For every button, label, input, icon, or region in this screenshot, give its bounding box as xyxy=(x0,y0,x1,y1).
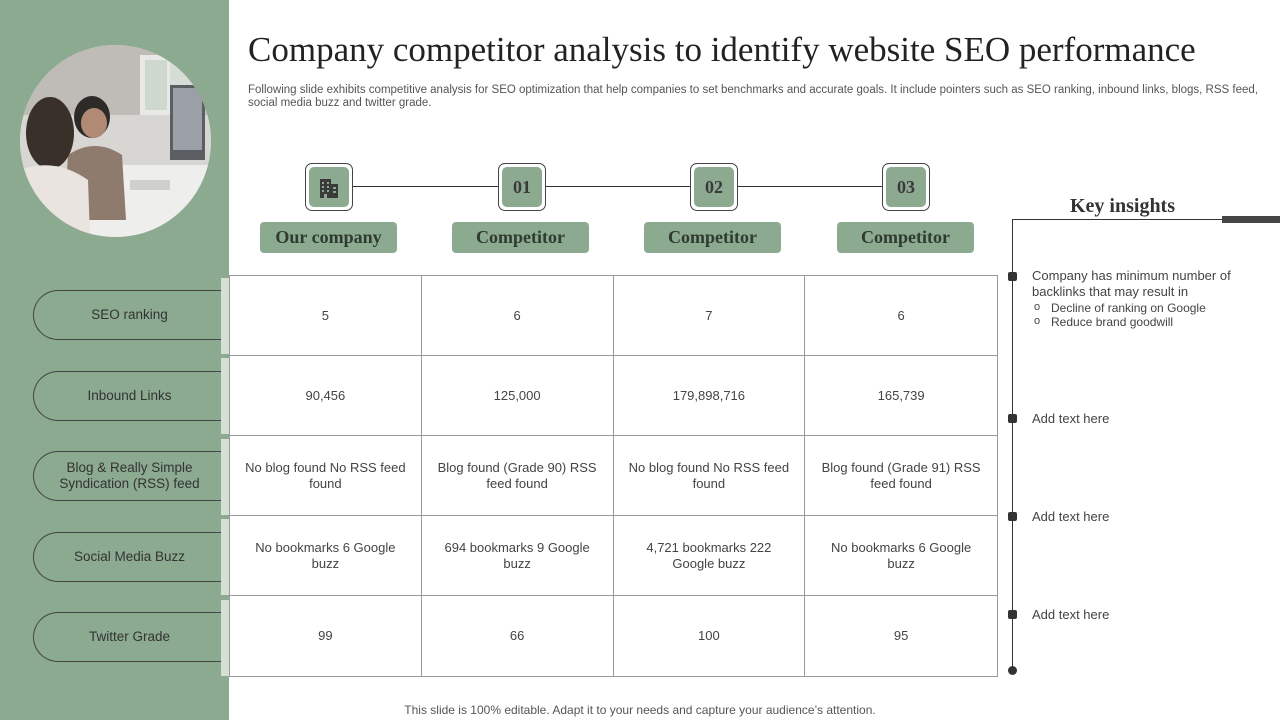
column-header-competitor-3: Competitor xyxy=(837,222,974,253)
table-cell: Blog found (Grade 91) RSS feed found xyxy=(805,436,997,516)
table-cell: No blog found No RSS feed found xyxy=(230,436,422,516)
node-label: 01 xyxy=(502,167,542,207)
table-cell: 99 xyxy=(230,596,422,676)
insight-bullet: o Decline of ranking on Google xyxy=(1032,301,1252,315)
page-subtitle: Following slide exhibits competitive analysis for SEO optimization that help companies to set benchmarks and accurate goals. It include pointers such as SEO ranking, inbound links, blogs, RSS feed, social media buzz and twitter grade. xyxy=(248,84,1258,109)
insight-bullet: o Reduce brand goodwill xyxy=(1032,315,1252,329)
table-cell: 125,000 xyxy=(422,356,614,436)
node-02 xyxy=(690,163,738,211)
node-03 xyxy=(882,163,930,211)
row-label-seo-ranking: SEO ranking xyxy=(33,290,225,340)
header-connector-line xyxy=(330,186,906,187)
table-cell: No bookmarks 6 Google buzz xyxy=(230,516,422,596)
insight-item-1 xyxy=(1032,268,1252,329)
table-cell: 6 xyxy=(805,276,997,356)
insight-text: Company has minimum number of backlinks that may result in xyxy=(1032,268,1231,299)
row-accent-strip xyxy=(221,358,229,434)
row-label-inbound-links: Inbound Links xyxy=(33,371,225,421)
table-cell: 5 xyxy=(230,276,422,356)
table-cell: 7 xyxy=(614,276,806,356)
footer-note: This slide is 100% editable. Adapt it to your needs and capture your audience’s attention. xyxy=(404,703,876,717)
row-accent-strip xyxy=(221,519,229,595)
table-cell: 6 xyxy=(422,276,614,356)
table-cell: 95 xyxy=(893,628,909,643)
insight-item-3: Add text here xyxy=(1032,509,1110,524)
team-photo xyxy=(20,45,211,237)
building-icon xyxy=(309,167,349,207)
insight-marker xyxy=(1008,512,1017,521)
table-cell: 694 bookmarks 9 Google buzz xyxy=(422,516,614,596)
comparison-table xyxy=(229,275,998,677)
page-title: Company competitor analysis to identify website SEO performance xyxy=(248,30,1196,69)
insight-marker xyxy=(1008,272,1017,281)
row-label-social-media-buzz: Social Media Buzz xyxy=(33,532,225,582)
table-cell: 100 xyxy=(614,596,806,676)
table-cell: 4,721 bookmarks 222 Google buzz xyxy=(614,516,806,596)
table-cell: 90,456 xyxy=(230,356,422,436)
insight-bullet-list xyxy=(1032,301,1252,329)
row-label-blog-rss: Blog & Really Simple Syndication (RSS) feed xyxy=(33,451,225,501)
table-cell: 66 xyxy=(422,596,614,676)
insight-item-4: Add text here xyxy=(1032,607,1110,622)
insight-item-2: Add text here xyxy=(1032,411,1110,426)
column-header-competitor-2: Competitor xyxy=(644,222,781,253)
column-header-our-company: Our company xyxy=(260,222,397,253)
node-our-company xyxy=(305,163,353,211)
key-insights-accent-bar xyxy=(1222,216,1280,223)
key-insights-timeline xyxy=(1012,219,1013,671)
row-accent-strip xyxy=(221,439,229,515)
column-header-competitor-1: Competitor xyxy=(452,222,589,253)
node-label: 02 xyxy=(694,167,734,207)
key-insights-title: Key insights xyxy=(1069,195,1176,217)
table-cell: No bookmarks 6 Google buzz xyxy=(805,516,997,596)
row-label-twitter-grade: Twitter Grade xyxy=(33,612,225,662)
table-cell: 179,898,716 xyxy=(614,356,806,436)
table-cell: No blog found No RSS feed found xyxy=(614,436,806,516)
insight-marker xyxy=(1008,610,1017,619)
node-01 xyxy=(498,163,546,211)
node-label: 03 xyxy=(886,167,926,207)
row-accent-strip xyxy=(221,278,229,354)
insight-marker xyxy=(1008,414,1017,423)
table-cell: Blog found (Grade 90) RSS feed found xyxy=(422,436,614,516)
table-cell: 165,739 xyxy=(805,356,997,436)
row-accent-strip xyxy=(221,600,229,676)
timeline-end-dot xyxy=(1008,666,1017,675)
key-insights-rule xyxy=(1013,219,1223,220)
